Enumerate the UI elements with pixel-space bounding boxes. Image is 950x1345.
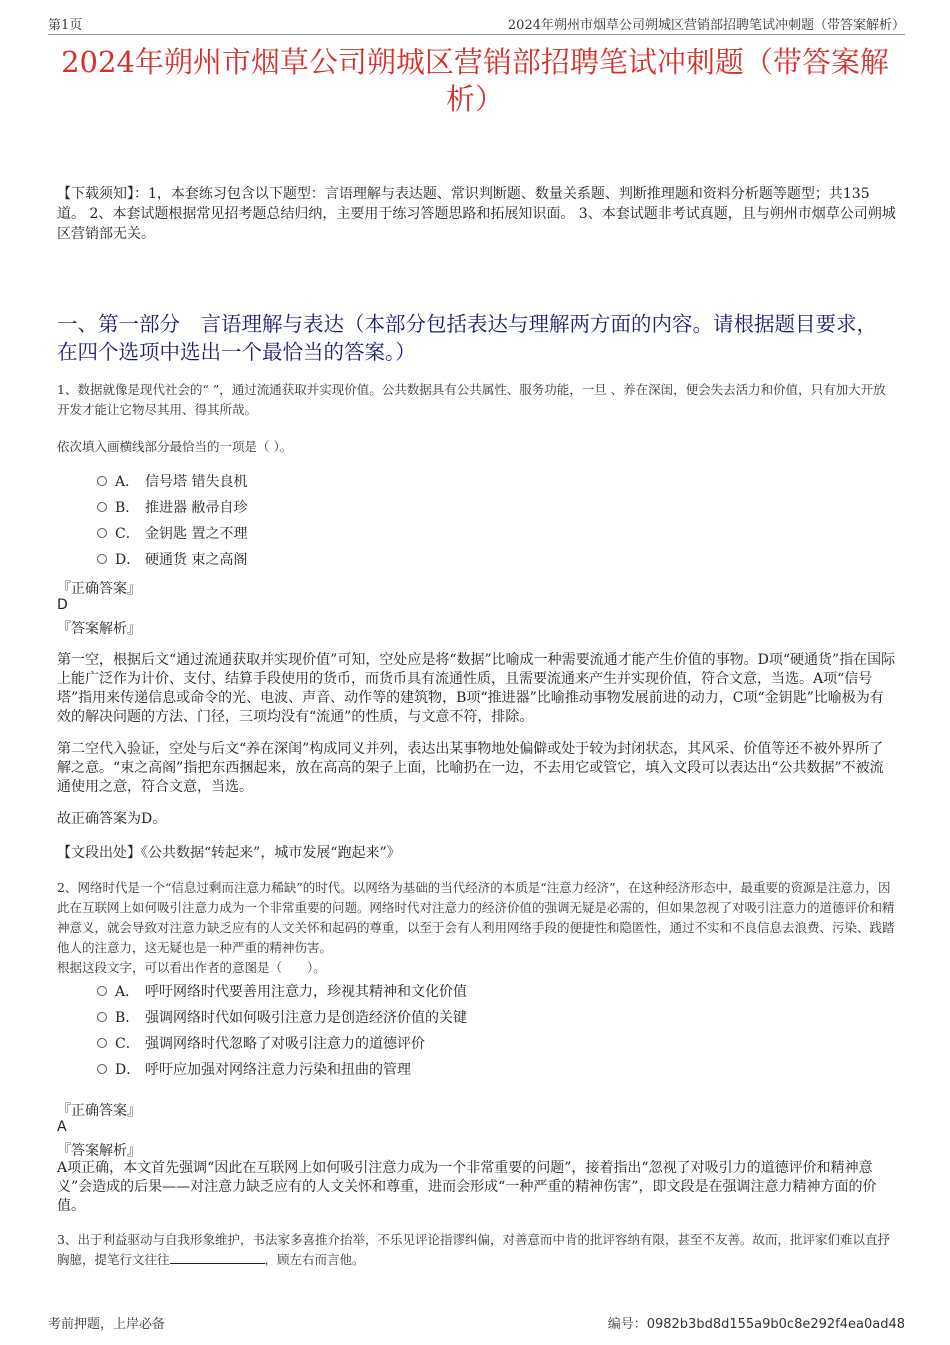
option-text: 信号塔 错失良机 [145,474,248,490]
radio-icon[interactable] [97,554,107,564]
footer-code [608,1313,905,1332]
correct-answer-label: 『正确答案』 [57,1103,141,1119]
download-notice: 【下载须知】：1，本套练习包含以下题型：言语理解与表达题、常识判断题、数量关系题、判断推理题和资料分析题等题型；共135道。 2、本套试题根据常见招考题总结归纳，主要用于练习答题思路和拓展知识面。 3、本套试题非考试真题，且与朔州市烟草公司朔城区营销部无关。 [57,186,896,242]
document-title: 2024年朔州市烟草公司朔城区营销部招聘笔试冲刺题（带答案解析） [61,45,889,116]
question-1-option-b[interactable] [97,497,497,517]
option-key: A． [115,984,140,1000]
radio-icon[interactable] [97,502,107,512]
question-3-stem-text: 3、出于利益驱动与自我形象维护，书法家多喜推介抬举，不乐见评论指谬纠偏，对善意而中肯的批评容纳有限，甚至不友善。故而，批评家们难以直抒胸臆，提笔行文往往 [57,1232,890,1267]
option-text: 呼吁网络时代要善用注意力，珍视其精神和文化价值 [145,984,467,1000]
analysis-label: 『答案解析』 [57,621,141,637]
option-text: 强调网络时代忽略了对吸引注意力的道德评价 [145,1036,425,1052]
option-text: 呼吁应加强对网络注意力污染和扭曲的管理 [145,1062,411,1078]
page-number: 第1页 [48,18,83,33]
radio-icon[interactable] [97,986,107,996]
question-1-prompt: 依次填入画横线部分最恰当的一项是（ ）。 [57,439,293,454]
question-2-analysis: A项正确，本文首先强调“因此在互联网上如何吸引注意力成为一个非常重要的问题”，接着指出“忽视了对吸引力的道德评价和精神意义”会造成的后果——对注意力缺乏应有的人文关怀和尊重，进而会形成“一种严重的精神伤害”，即文段是在强调注意力精神方面的价值。 [57,1160,877,1214]
option-key: C． [115,526,140,542]
radio-icon[interactable] [97,1012,107,1022]
radio-icon[interactable] [97,1064,107,1074]
question-2-option-c[interactable] [97,1033,797,1053]
question-2-option-b[interactable] [97,1007,797,1027]
radio-icon[interactable] [97,528,107,538]
code-label: 编号： [607,1317,647,1332]
question-2-option-a[interactable] [97,981,797,1001]
option-key: C． [115,1036,140,1052]
question-1-conclusion: 故正确答案为D。 [57,811,167,827]
option-text: 推进器 敝帚自珍 [145,500,248,516]
option-key: D． [115,1062,141,1078]
section-heading: 一、第一部分 言语理解与表达（本部分包括表达与理解两方面的内容。请根据题目要求，在四个选项中选出一个最恰当的答案。） [57,312,877,364]
option-key: A． [115,474,140,490]
question-3-stem [57,1230,897,1270]
page-header [48,14,905,35]
question-1-option-d[interactable] [97,549,497,569]
question-2-stem: 2、网络时代是一个“信息过剩而注意力稀缺”的时代。以网络为基础的当代经济的本质是“注意力经济”，在这种经济形态中，最重要的资源是注意力，因此在互联网上如何吸引注意力成为一个非常重要的问题。网络时代对注意力的经济价值的强调无疑是必需的，但如果忽视了对吸引注意力的道德评价和精神意义，就会导致对注意力缺乏应有的人文关怀和起码的尊重，以至于会有人利用网络手段的便捷性和隐匿性，通过不实和不良信息去浪费、污染、践踏他人的注意力，这无疑也是一种严重的精神伤害。 [57,880,895,955]
question-1-answer: D [57,597,68,613]
question-1-stem: 1、数据就像是现代社会的“ ”，通过流通获取并实现价值。公共数据具有公共属性、服务功能，一旦 、养在深闺，便会失去活力和价值，只有加大开放开发才能让它物尽其用、得其所哉。 [57,382,886,417]
header-doc-title: 2024年朔州市烟草公司朔城区营销部招聘笔试冲刺题（带答案解析） [507,18,905,33]
radio-icon[interactable] [97,1038,107,1048]
option-key: B． [115,500,140,516]
option-key: D． [115,552,141,568]
analysis-label: 『答案解析』 [57,1143,141,1159]
code-value: 0982b3bd8d155a9b0c8e292f4ea0ad48 [646,1317,905,1332]
option-text: 金钥匙 置之不理 [145,526,248,542]
question-1-source: 【文段出处】《公共数据“转起来”，城市发展“跑起来”》 [57,845,401,861]
correct-answer-label: 『正确答案』 [57,581,141,597]
question-2-answer: A [57,1119,67,1135]
footer-slogan: 考前押题，上岸必备 [48,1317,166,1332]
question-1-analysis-2: 第二空代入验证，空处与后文“养在深闺”构成同义并列，表达出某事物地处偏僻或处于较为封闭状态，其风采、价值等还不被外界所了解之意。“束之高阁”指把东西捆起来，放在高高的架子上面，比喻扔在一边，不去用它或管它，填入文段可以表达出“公共数据”不被流通使用之意，符合文意，当选。 [57,741,884,795]
question-2-prompt: 根据这段文字，可以看出作者的意图是（ ）。 [57,960,326,975]
question-2-option-d[interactable] [97,1059,797,1079]
radio-icon[interactable] [97,476,107,486]
fill-blank[interactable] [170,1251,265,1264]
question-1-option-a[interactable] [97,471,497,491]
option-key: B． [115,1010,140,1026]
question-1-analysis-1: 第一空，根据后文“通过流通获取并实现价值”可知，空处应是将“数据”比喻成一种需要流通才能产生价值的事物。D项“硬通货”指在国际上能广泛作为计价、支付、结算手段使用的货币，而货币具有流通性质，且需要流通来产生并实现价值，符合文意，当选。A项“信号塔”指用来传递信息或命令的光、电波、声音、动作等的建筑物，B项“推进器”比喻推动事物发展前进的动力，C项“金钥匙”比喻极为有效的解决问题的方法、门径，三项均没有“流通”的性质，与文意不符，排除。 [57,652,896,725]
option-text: 强调网络时代如何吸引注意力是创造经济价值的关键 [145,1010,467,1026]
question-1-option-c[interactable] [97,523,497,543]
question-3-stem-tail: ，顾左右而言他。 [264,1252,365,1267]
option-text: 硬通货 束之高阁 [145,552,248,568]
page-footer [48,1313,905,1333]
